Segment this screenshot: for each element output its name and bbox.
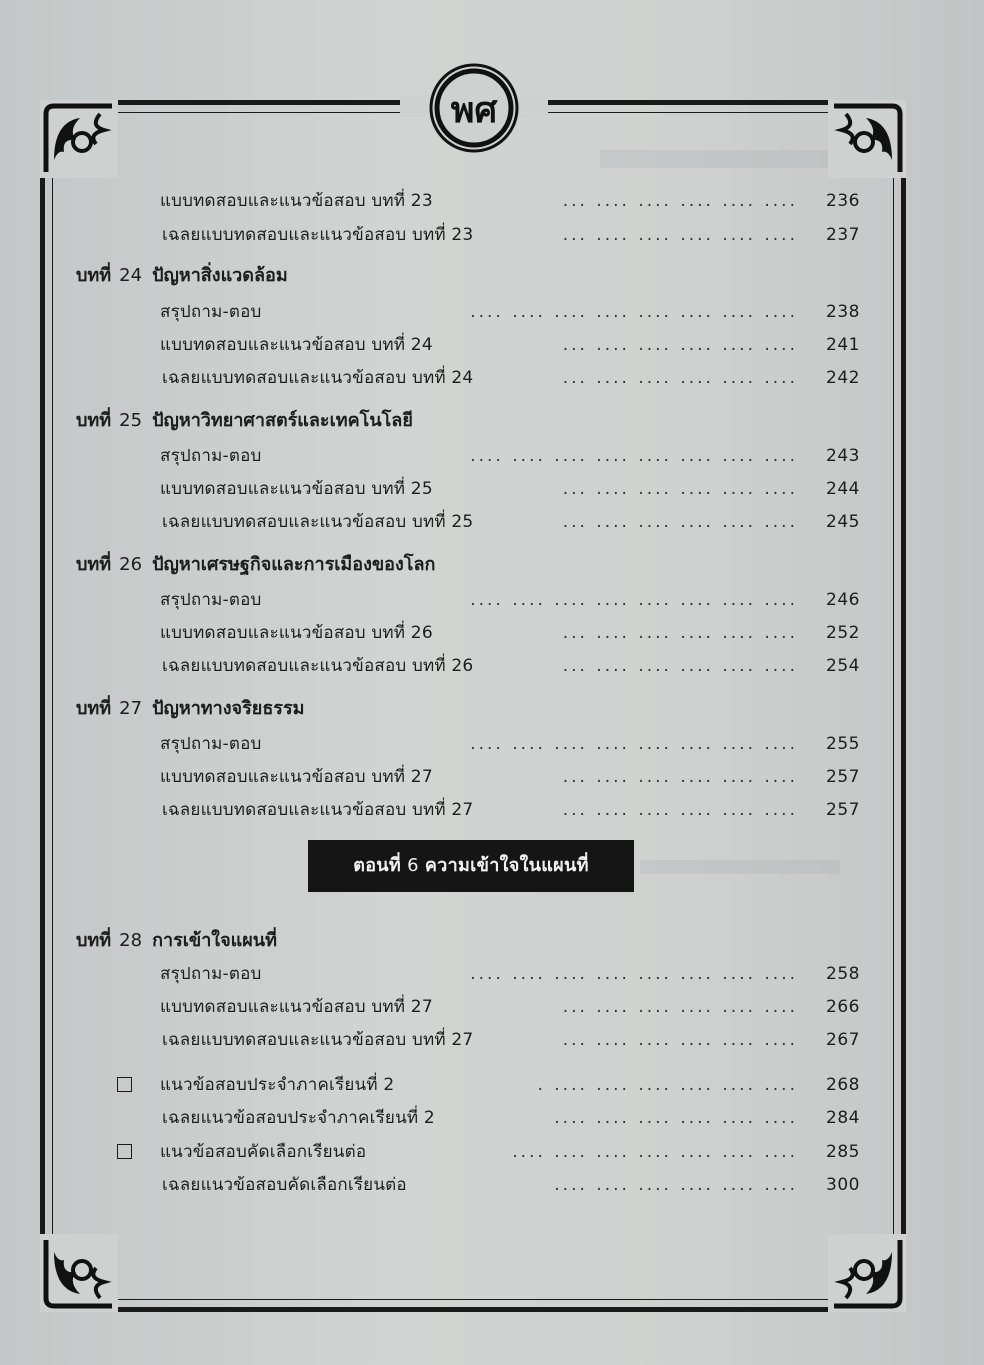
section-title: ความเข้าใจในแผนที่ (424, 855, 589, 876)
page-number: 236 (826, 191, 860, 211)
corner-ornament-icon (828, 100, 906, 178)
toc-entry-title: เฉลยแบบทดสอบและแนวข้อสอบ บทที่ 27 (162, 800, 474, 820)
leader-dots: ... .... .... .... .... .... (562, 512, 798, 532)
page-number: 245 (826, 512, 860, 532)
chapter-heading[interactable] (76, 925, 277, 957)
page-number: 241 (826, 335, 860, 355)
chapter-title: ปัญหาเศรษฐกิจและการเมืองของโลก (152, 554, 436, 575)
leader-dots: .... .... .... .... .... .... .... .... (470, 302, 798, 322)
publisher-logo-icon (428, 62, 520, 154)
section-label: ตอนที่ (353, 855, 402, 876)
toc-entry-title: เฉลยแบบทดสอบและแนวข้อสอบ บทที่ 23 (162, 225, 474, 245)
leader-dots: ... .... .... .... .... .... (562, 368, 798, 388)
leader-dots: .... .... .... .... .... .... (554, 1175, 798, 1195)
chapter-title: ปัญหาสิ่งแวดล้อม (152, 265, 288, 286)
page-number: 255 (826, 734, 860, 754)
chapter-heading[interactable] (76, 405, 413, 437)
page-number: 257 (826, 800, 860, 820)
toc-row[interactable] (160, 441, 860, 471)
toc-row[interactable] (160, 959, 860, 989)
toc-row[interactable] (160, 1170, 860, 1200)
toc-row[interactable] (160, 474, 860, 504)
leader-dots: ... .... .... .... .... .... (562, 479, 798, 499)
chapter-label: บทที่ (76, 554, 112, 575)
toc-row[interactable] (160, 297, 860, 327)
leader-dots: .... .... .... .... .... .... (554, 1108, 798, 1128)
chapter-label: บทที่ (76, 265, 112, 286)
toc-entry-title: เฉลยแนวข้อสอบคัดเลือกเรียนต่อ (162, 1175, 407, 1195)
toc-row[interactable] (160, 1070, 860, 1100)
toc-entry-title: แบบทดสอบและแนวข้อสอบ บทที่ 27 (160, 767, 433, 787)
toc-entry-title: เฉลยแนวข้อสอบประจำภาคเรียนที่ 2 (162, 1108, 435, 1128)
toc-row[interactable] (160, 186, 860, 216)
chapter-title: การเข้าใจแผนที่ (152, 930, 277, 951)
toc-row[interactable] (160, 330, 860, 360)
toc-entry-title: แบบทดสอบและแนวข้อสอบ บทที่ 27 (160, 997, 433, 1017)
leader-dots: .... .... .... .... .... .... .... .... (470, 734, 798, 754)
toc-entry-title: สรุปถาม-ตอบ (160, 446, 262, 466)
chapter-heading[interactable] (76, 693, 305, 725)
chapter-number: 26 (119, 554, 143, 575)
toc-row[interactable] (160, 363, 860, 393)
toc-entry-title: เฉลยแบบทดสอบและแนวข้อสอบ บทที่ 24 (162, 368, 474, 388)
corner-ornament-icon (40, 100, 118, 178)
toc-entry-title: เฉลยแบบทดสอบและแนวข้อสอบ บทที่ 25 (162, 512, 474, 532)
leader-dots: ... .... .... .... .... .... (562, 997, 798, 1017)
checkbox-icon (117, 1144, 132, 1159)
page-number: 254 (826, 656, 860, 676)
toc-row[interactable] (160, 729, 860, 759)
toc-entry-title: แบบทดสอบและแนวข้อสอบ บทที่ 25 (160, 479, 433, 499)
toc-row[interactable] (160, 651, 860, 681)
chapter-label: บทที่ (76, 698, 112, 719)
toc-entry-title: แบบทดสอบและแนวข้อสอบ บทที่ 26 (160, 623, 433, 643)
section-banner[interactable] (308, 840, 634, 892)
toc-entry-title: สรุปถาม-ตอบ (160, 590, 262, 610)
page-number: 266 (826, 997, 860, 1017)
toc-row[interactable] (160, 618, 860, 648)
leader-dots: ... .... .... .... .... .... (562, 335, 798, 355)
leader-dots: ... .... .... .... .... .... (562, 800, 798, 820)
chapter-heading[interactable] (76, 260, 288, 292)
toc-row[interactable] (160, 762, 860, 792)
toc-entry-title: เฉลยแบบทดสอบและแนวข้อสอบ บทที่ 27 (162, 1030, 474, 1050)
chapter-heading[interactable] (76, 549, 435, 581)
page-number: 284 (826, 1108, 860, 1128)
leader-dots: ... .... .... .... .... .... (562, 767, 798, 787)
page-number: 258 (826, 964, 860, 984)
leader-dots: .... .... .... .... .... .... .... .... (470, 446, 798, 466)
chapter-title: ปัญหาทางจริยธรรม (152, 698, 305, 719)
page-number: 257 (826, 767, 860, 787)
chapter-number: 25 (119, 410, 143, 431)
chapter-number: 27 (119, 698, 143, 719)
toc-row[interactable] (160, 507, 860, 537)
page-number: 238 (826, 302, 860, 322)
toc-entry-title: แนวข้อสอบประจำภาคเรียนที่ 2 (160, 1075, 395, 1095)
page-number: 268 (826, 1075, 860, 1095)
leader-dots: .... .... .... .... .... .... .... (512, 1142, 798, 1162)
chapter-number: 24 (119, 265, 143, 286)
chapter-title: ปัญหาวิทยาศาสตร์และเทคโนโลยี (152, 410, 413, 431)
leader-dots: ... .... .... .... .... .... (562, 623, 798, 643)
toc-entry-title: แบบทดสอบและแนวข้อสอบ บทที่ 23 (160, 191, 433, 211)
toc-entry-title: แนวข้อสอบคัดเลือกเรียนต่อ (160, 1142, 367, 1162)
toc-row[interactable] (160, 1025, 860, 1055)
page-number: 237 (826, 225, 860, 245)
page-number: 244 (826, 479, 860, 499)
leader-dots: ... .... .... .... .... .... (562, 656, 798, 676)
corner-ornament-icon (40, 1234, 118, 1312)
page-number: 246 (826, 590, 860, 610)
chapter-number: 28 (119, 930, 143, 951)
leader-dots: ... .... .... .... .... .... (562, 1030, 798, 1050)
page-number: 242 (826, 368, 860, 388)
page-number: 267 (826, 1030, 860, 1050)
chapter-label: บทที่ (76, 930, 112, 951)
corner-ornament-icon (828, 1234, 906, 1312)
toc-row[interactable] (160, 1103, 860, 1133)
leader-dots: ... .... .... .... .... .... (562, 191, 798, 211)
page-number: 252 (826, 623, 860, 643)
toc-row[interactable] (160, 992, 860, 1022)
checkbox-icon (117, 1077, 132, 1092)
toc-entry-title: สรุปถาม-ตอบ (160, 302, 262, 322)
toc-row[interactable] (160, 795, 860, 825)
leader-dots: .... .... .... .... .... .... .... .... (470, 590, 798, 610)
toc-entry-title: แบบทดสอบและแนวข้อสอบ บทที่ 24 (160, 335, 433, 355)
leader-dots: .... .... .... .... .... .... .... .... (470, 964, 798, 984)
logo-text: พศ (450, 90, 498, 131)
toc-entry-title: สรุปถาม-ตอบ (160, 964, 262, 984)
chapter-label: บทที่ (76, 410, 112, 431)
toc-entry-title: เฉลยแบบทดสอบและแนวข้อสอบ บทที่ 26 (162, 656, 474, 676)
page-number: 243 (826, 446, 860, 466)
toc-row[interactable] (160, 585, 860, 615)
page-number: 300 (826, 1175, 860, 1195)
toc-entry-title: สรุปถาม-ตอบ (160, 734, 262, 754)
section-number: 6 (407, 855, 419, 876)
toc-row[interactable] (160, 220, 860, 250)
leader-dots: . .... .... .... .... .... .... (537, 1075, 798, 1095)
page-number: 285 (826, 1142, 860, 1162)
toc-row[interactable] (160, 1137, 860, 1167)
leader-dots: ... .... .... .... .... .... (562, 225, 798, 245)
